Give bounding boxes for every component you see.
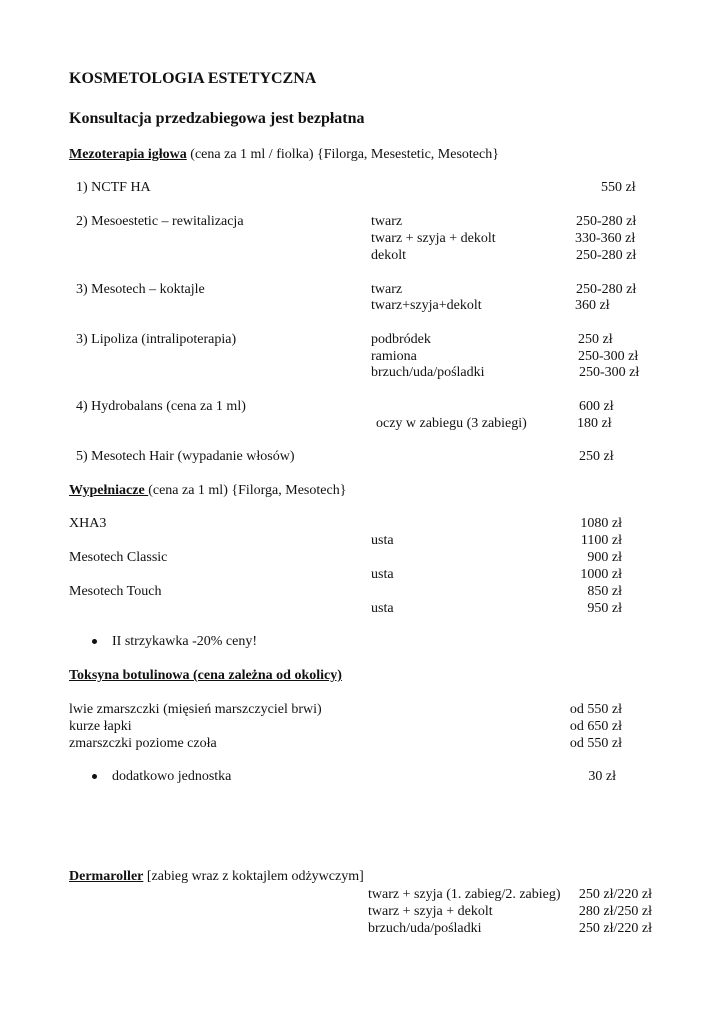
section-heading: Toksyna botulinowa (cena zależna od okolicy) [69,668,342,683]
item-area: ramiona [371,349,417,364]
item-price: 250-300 zł [579,365,640,380]
item-price: od 550 zł [569,736,622,751]
item-price: 950 zł [587,601,622,616]
item-price: od 650 zł [569,719,622,734]
item-area: oczy w zabiegu (3 zabiegi) [376,416,527,431]
item-area: twarz+szyja+dekolt [371,298,482,313]
item-price: 550 zł [601,180,636,195]
item-price: od 550 zł [569,702,622,717]
item-price: 250-280 zł [576,214,637,229]
bullet-text: dodatkowo jednostka [112,769,232,784]
item-area: usta [371,533,394,548]
section-heading: Wypełniacze [69,483,149,498]
section-mezoterapia-header [69,146,499,163]
item-price: 600 zł [579,399,614,414]
item-area: dekolt [371,248,406,263]
item-name: 4) Hydrobalans (cena za 1 ml) [76,399,246,414]
item-name: 3) Lipoliza (intralipoterapia) [76,332,237,347]
item-name: Mesotech Classic [69,550,168,565]
section-note: [zabieg wraz z koktajlem odżywczym] [143,869,364,884]
section-heading: Dermaroller [69,869,144,884]
item-price: 1000 zł [580,567,622,582]
item-price: 180 zł [577,416,612,431]
item-price: 250 zł [578,332,613,347]
item-price: 250 zł/220 zł [578,887,652,902]
item-area: usta [371,567,394,582]
item-name: 1) NCTF HA [76,180,151,195]
item-price: 1080 zł [580,516,622,531]
item-name: 3) Mesotech – koktajle [76,282,205,297]
bullet-icon [92,639,97,644]
item-name: 2) Mesoestetic – rewitalizacja [76,214,244,229]
item-price: 850 zł [587,584,622,599]
item-name: Mesotech Touch [69,584,162,599]
item-area: brzuch/uda/pośladki [368,921,482,936]
item-price: 250 zł [579,449,614,464]
item-price: 250-280 zł [576,282,637,297]
item-area: twarz [371,282,403,297]
section-wypelniacze-header [69,482,346,499]
item-price: 280 zł/250 zł [578,904,652,919]
item-name: zmarszczki poziome czoła [69,736,217,751]
section-dermaroller-header [69,868,364,885]
item-name: kurze łapki [69,719,132,734]
item-area: twarz [371,214,403,229]
section-heading: Mezoterapia igłowa [69,147,187,162]
page-title: KOSMETOLOGIA ESTETYCZNA [69,70,317,87]
item-name: 5) Mesotech Hair (wypadanie włosów) [76,449,295,464]
page-subtitle: Konsultacja przedzabiegowa jest bezpłatna [69,110,365,127]
item-area: twarz + szyja + dekolt [368,904,493,919]
item-price: 250-300 zł [578,349,639,364]
item-name: XHA3 [69,516,107,531]
item-price: 360 zł [575,298,610,313]
item-price: 250 zł/220 zł [578,921,652,936]
item-price: 330-360 zł [575,231,636,246]
item-price: 250-280 zł [576,248,637,263]
bullet-icon [92,774,97,779]
bullet-text: II strzykawka -20% ceny! [112,634,257,649]
item-price: 900 zł [587,550,622,565]
item-area: podbródek [371,332,431,347]
item-area: twarz + szyja + dekolt [371,231,496,246]
item-area: usta [371,601,394,616]
item-price: 30 zł [588,769,616,784]
section-note: (cena za 1 ml / fiolka) {Filorga, Mesestetic, Mesotech} [186,147,499,162]
item-price: 1100 zł [580,533,622,548]
item-name: lwie zmarszczki (mięsień marszczyciel brwi) [69,702,322,717]
item-area: brzuch/uda/pośladki [371,365,485,380]
item-area: twarz + szyja (1. zabieg/2. zabieg) [368,887,561,902]
section-note: (cena za 1 ml) {Filorga, Mesotech} [148,483,347,498]
